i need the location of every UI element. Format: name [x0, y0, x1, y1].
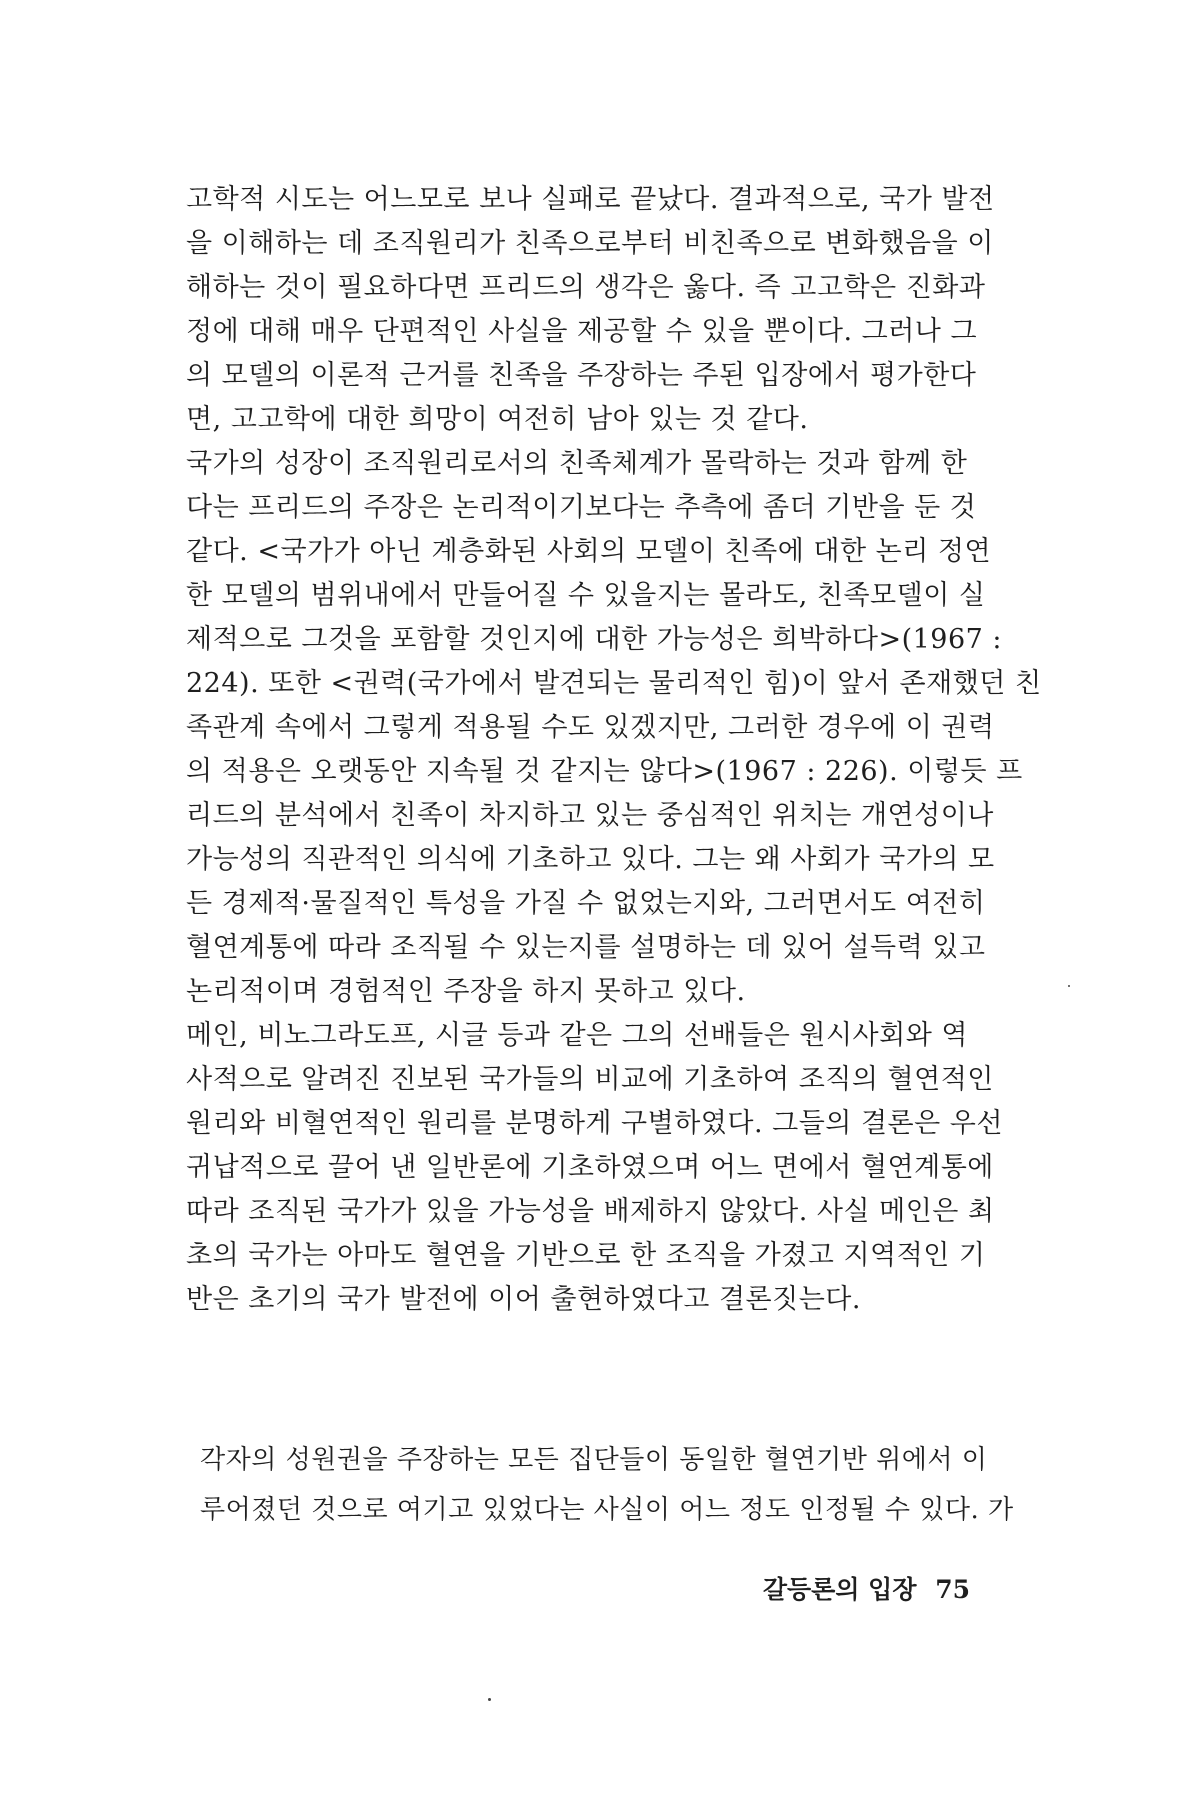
text-line: 다는 프리드의 주장은 논리적이기보다는 추측에 좀더 기반을 둔 것	[186, 492, 977, 523]
text-line: 고학적 시도는 어느모로 보나 실패로 끝났다. 결과적으로, 국가 발전	[186, 184, 995, 215]
text-line: 리드의 분석에서 친족이 차지하고 있는 중심적인 위치는 개연성이나	[186, 800, 994, 831]
text-line: 한 모델의 범위내에서 만들어질 수 있을지는 몰라도, 친족모델이 실	[186, 580, 986, 611]
text-line: 따라 조직된 국가가 있을 가능성을 배제하지 않았다. 사실 메인은 최	[186, 1196, 995, 1227]
text-line: 혈연계통에 따라 조직될 수 있는지를 설명하는 데 있어 설득력 있고	[186, 932, 986, 963]
scan-speck	[488, 1698, 491, 1701]
text-line: 가능성의 직관적인 의식에 기초하고 있다. 그는 왜 사회가 국가의 모	[186, 844, 995, 875]
text-line: 의 적용은 오랫동안 지속될 것 같지는 않다>(1967 : 226). 이렇듯 프	[186, 756, 1023, 787]
text-line: 같다. <국가가 아닌 계층화된 사회의 모델이 친족에 대한 논리 정연	[186, 536, 992, 567]
running-title: 갈등론의 입장	[762, 1575, 917, 1604]
scan-speck	[1068, 985, 1070, 987]
quote-line: 루어졌던 것으로 여기고 있었다는 사실이 어느 정도 인정될 수 있다. 가	[200, 1495, 1014, 1525]
text-line: 반은 초기의 국가 발전에 이어 출현하였다고 결론짓는다.	[186, 1284, 861, 1315]
page-number: 75	[935, 1575, 970, 1604]
text-line: 귀납적으로 끌어 낸 일반론에 기초하였으며 어느 면에서 혈연계통에	[186, 1152, 994, 1183]
text-line: 사적으로 알려진 진보된 국가들의 비교에 기초하여 조직의 혈연적인	[186, 1064, 994, 1095]
text-line: 제적으로 그것을 포함할 것인지에 대한 가능성은 희박하다>(1967 :	[186, 624, 1003, 655]
text-line: 의 모델의 이론적 근거를 친족을 주장하는 주된 입장에서 평가한다	[186, 360, 977, 391]
text-line: 224). 또한 <권력(국가에서 발견되는 물리적인 힘)이 앞서 존재했던 친	[186, 668, 1042, 699]
text-line: 논리적이며 경험적인 주장을 하지 못하고 있다.	[186, 976, 746, 1007]
page-footer	[763, 1570, 970, 1606]
main-text-block	[186, 178, 1042, 1322]
quote-line: 각자의 성원권을 주장하는 모든 집단들이 동일한 혈연기반 위에서 이	[200, 1445, 988, 1475]
text-line: 초의 국가는 아마도 혈연을 기반으로 한 조직을 가졌고 지역적인 기	[186, 1240, 986, 1271]
text-line: 원리와 비혈연적인 원리를 분명하게 구별하였다. 그들의 결론은 우선	[186, 1108, 1003, 1139]
text-line: 족관계 속에서 그렇게 적용될 수도 있겠지만, 그러한 경우에 이 권력	[186, 712, 995, 743]
text-line: 면, 고고학에 대한 희망이 여전히 남아 있는 것 같다.	[186, 404, 809, 435]
text-line: 을 이해하는 데 조직원리가 친족으로부터 비친족으로 변화했음을 이	[186, 228, 994, 259]
text-line: 든 경제적·물질적인 특성을 가질 수 없었는지와, 그러면서도 여전히	[186, 888, 986, 919]
quote-block	[200, 1435, 1014, 1535]
text-line: 해하는 것이 필요하다면 프리드의 생각은 옳다. 즉 고고학은 진화과	[186, 272, 986, 303]
text-line: 메인, 비노그라도프, 시글 등과 같은 그의 선배들은 원시사회와 역	[186, 1020, 968, 1051]
text-line: 국가의 성장이 조직원리로서의 친족체계가 몰락하는 것과 함께 한	[186, 448, 968, 479]
text-line: 정에 대해 매우 단편적인 사실을 제공할 수 있을 뿐이다. 그러나 그	[186, 316, 978, 347]
